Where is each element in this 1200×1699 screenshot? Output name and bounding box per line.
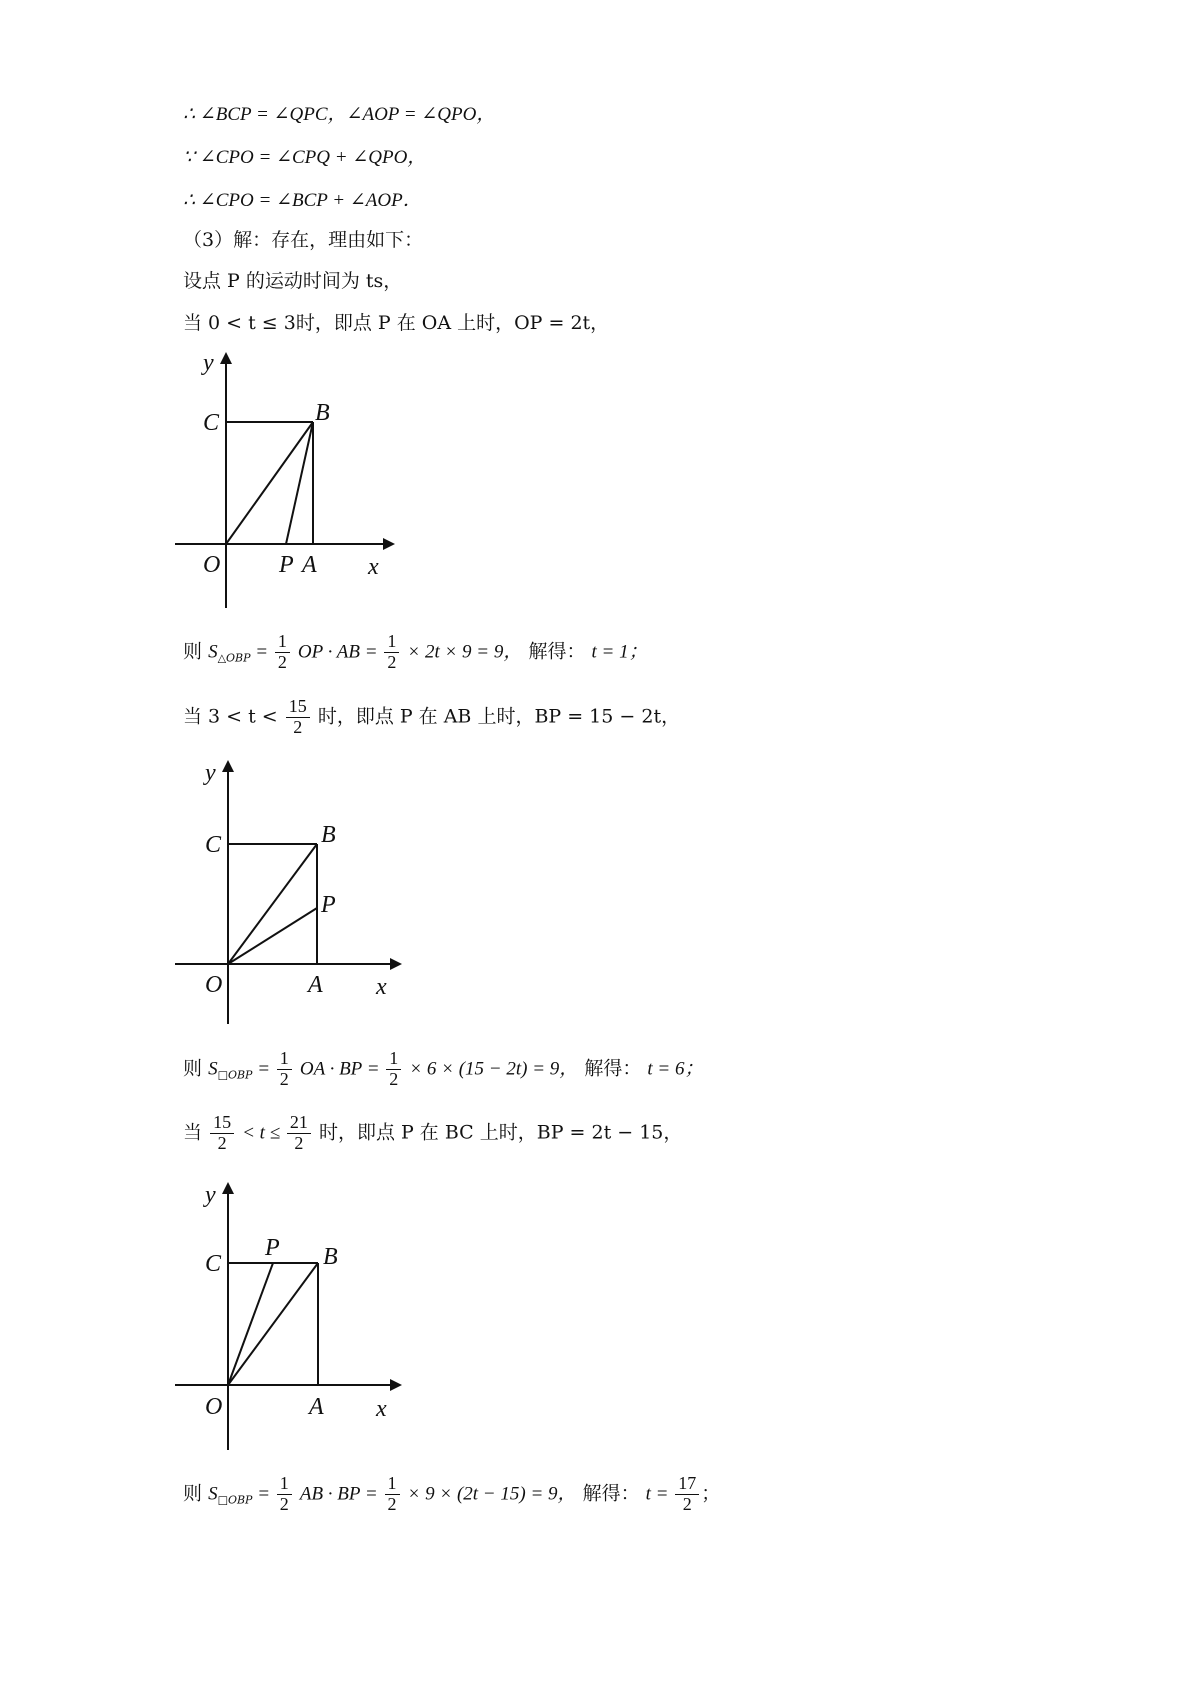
segment-op xyxy=(228,1263,273,1385)
label-a: A xyxy=(302,552,317,578)
label-p: P xyxy=(279,552,294,578)
text-line-6: 当 0 < t ≤ 3时，即点 P 在 OA 上时，OP = 2t， xyxy=(183,312,610,334)
label-o: O xyxy=(203,552,221,578)
label-y: y xyxy=(205,1182,216,1208)
label-y: y xyxy=(205,760,216,786)
text-line-3: ∴ ∠CPO = ∠BCP + ∠AOP． xyxy=(183,190,422,211)
case-2-line: 当 3 < t < $\frac{15}{2}$ 时，即点 P 在 AB 上时，BP = 15 − 2t， xyxy=(183,696,681,737)
y-arrow xyxy=(220,352,232,364)
text-line-1: ∴ ∠BCP = ∠QPC，∠AOP = ∠QPO， xyxy=(183,104,496,125)
label-x: x xyxy=(376,1396,387,1422)
y-arrow xyxy=(222,760,234,772)
label-b: B xyxy=(321,822,336,848)
equation-1: 则 $S_{\triangle OBP}$ = $\frac{1}{2}$ OP · AB = $\frac{1}{2}$ × 2t × 9 = 9， 解得： t = 1； xyxy=(183,631,648,672)
label-o: O xyxy=(205,1394,223,1420)
label-o: O xyxy=(205,972,223,998)
label-b: B xyxy=(323,1244,338,1270)
label-a: A xyxy=(308,972,323,998)
label-c: C xyxy=(205,1251,222,1277)
label-c: C xyxy=(205,832,222,858)
segment-ob xyxy=(228,1263,318,1385)
label-p: P xyxy=(321,892,336,918)
figure-1 xyxy=(175,350,415,610)
equation-2: 则 $S_{□OBP}$ = $\frac{1}{2}$ OA · BP = $\frac{1}{2}$ × 6 × (15 − 2t) = 9， 解得： t = 6； xyxy=(183,1048,704,1089)
equation-3: 则 $S_{□OBP}$ = $\frac{1}{2}$ AB · BP = $\frac{1}{2}$ × 9 × (2t − 15) = 9， 解得： t = $\frac{17}{2}$ ； xyxy=(183,1473,721,1514)
label-x: x xyxy=(376,974,387,1000)
label-x: x xyxy=(368,554,379,580)
case-3-line: 当 $\frac{15}{2}$ < t ≤ $\frac{21}{2}$ 时，即点 P 在 BC 上时，BP = 2t − 15， xyxy=(183,1112,683,1153)
figure-3 xyxy=(175,1178,415,1453)
text-line-5: 设点 P 的运动时间为 ts， xyxy=(183,270,403,292)
x-arrow xyxy=(390,1379,402,1391)
label-p: P xyxy=(265,1235,280,1261)
figure-2 xyxy=(175,756,415,1026)
text-line-2: ∵ ∠CPO = ∠CPQ + ∠QPO， xyxy=(183,147,427,168)
y-arrow xyxy=(222,1182,234,1194)
x-arrow xyxy=(390,958,402,970)
label-b: B xyxy=(315,400,330,426)
text-line-4: （3）解：存在，理由如下： xyxy=(183,229,424,251)
segment-op xyxy=(228,908,317,964)
segment-ob xyxy=(228,844,317,964)
x-arrow xyxy=(383,538,395,550)
label-c: C xyxy=(203,410,220,436)
label-y: y xyxy=(203,350,214,376)
label-a: A xyxy=(309,1394,324,1420)
